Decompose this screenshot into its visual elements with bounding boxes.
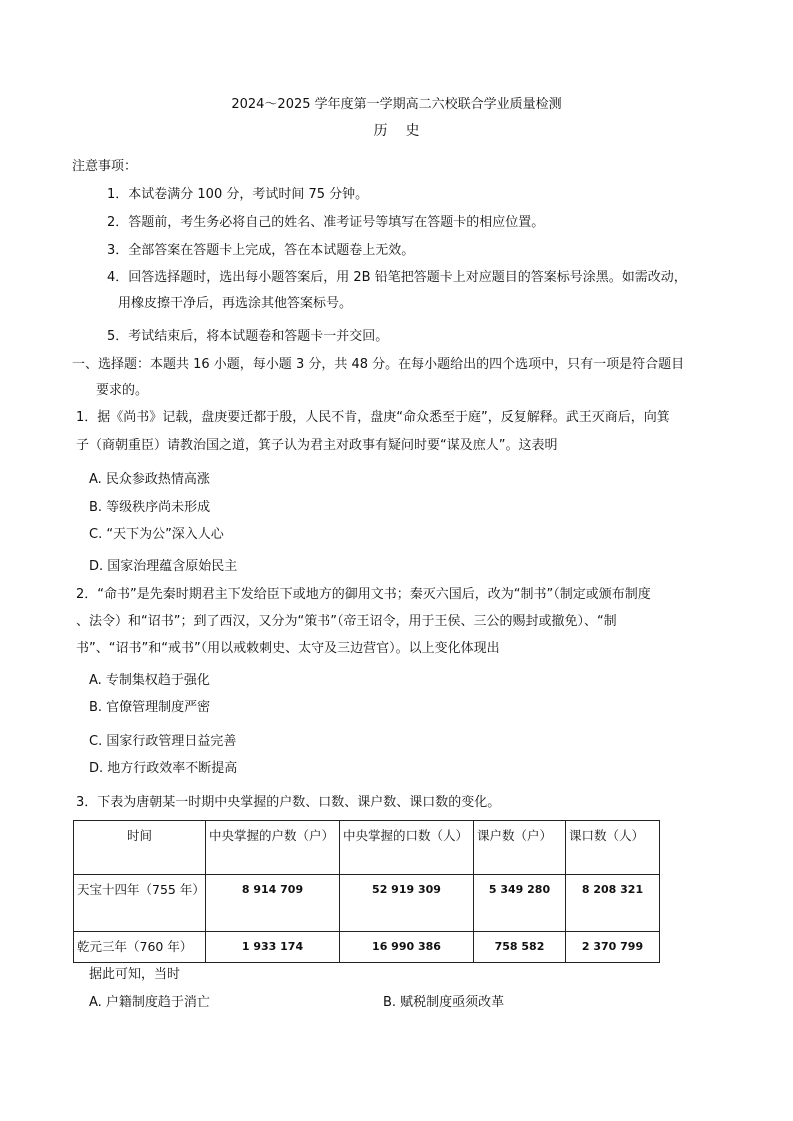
notice-item: 4．回答选择题时，选出每小题答案后，用 2B 铅笔把答题卡上对应题目的答案标号涂黑。如需改动， xyxy=(107,270,687,285)
table-cell: 5 349 280 xyxy=(474,875,566,932)
subject-title: 历史 xyxy=(373,123,438,139)
question-followup: 据此可知，当时 xyxy=(89,967,181,982)
table-cell: 758 582 xyxy=(474,932,566,963)
question-stem: 2．“命书”是先秦时期君主下发给臣下或地方的御用文书；秦灭六国后，改为“制书”（制定或颁布制度 xyxy=(76,587,651,602)
option-d: D. 地方行政效率不断提高 xyxy=(89,761,238,776)
notice-heading: 注意事项： xyxy=(72,159,138,174)
notice-item: 1．本试卷满分 100 分，考试时间 75 分钟。 xyxy=(107,187,369,202)
table-header-cell: 中央掌握的口数（人） xyxy=(340,821,474,875)
question-stem: 子（商朝重臣）请教治国之道，箕子认为君主对政事有疑问时要“谋及庶人”。这表明 xyxy=(76,438,558,453)
option-d: D. 国家治理蕴含原始民主 xyxy=(89,559,238,574)
question-stem: 、法令）和“诏书”；到了西汉，又分为“策书”（帝王诏令，用于王侯、三公的赐封或撤免）、“制 xyxy=(76,614,617,629)
notice-item: 3．全部答案在答题卡上完成，答在本试题卷上无效。 xyxy=(107,243,415,258)
question-stem: 3．下表为唐朝某一时期中央掌握的户数、口数、课户数、课口数的变化。 xyxy=(76,795,501,810)
table-cell: 8 914 709 xyxy=(206,875,340,932)
notice-item: 用橡皮擦干净后，再选涂其他答案标号。 xyxy=(118,296,353,311)
option-a: A. 户籍制度趋于消亡 xyxy=(89,995,210,1010)
notice-item: 5．考试结束后，将本试题卷和答题卡一并交回。 xyxy=(107,329,389,344)
table-header-cell: 时间 xyxy=(74,821,206,875)
option-b: B. 等级秩序尚未形成 xyxy=(89,500,211,515)
table-cell: 2 370 799 xyxy=(566,932,660,963)
table-cell: 16 990 386 xyxy=(340,932,474,963)
data-table xyxy=(73,820,660,963)
table-cell: 52 919 309 xyxy=(340,875,474,932)
option-b: B. 赋税制度亟须改革 xyxy=(383,995,505,1010)
table-cell: 8 208 321 xyxy=(566,875,660,932)
option-c: C. “天下为公”深入人心 xyxy=(89,527,224,542)
table-header-cell: 课户数（户） xyxy=(474,821,566,875)
option-a: A. 专制集权趋于强化 xyxy=(89,673,210,688)
table-header-cell: 课口数（人） xyxy=(566,821,660,875)
notice-item: 2．答题前，考生务必将自己的姓名、准考证号等填写在答题卡的相应位置。 xyxy=(107,215,545,230)
question-stem: 书”、“诏书”和“戒书”（用以戒敕刺史、太守及三边营官）。以上变化体现出 xyxy=(76,641,500,656)
table-cell: 天宝十四年（755 年） xyxy=(74,875,206,932)
table-header-row xyxy=(74,821,660,875)
question-stem: 1．据《尚书》记载，盘庚要迁都于殷，人民不肯，盘庚“命众悉至于庭”，反复解释。武王灭商后，向箕 xyxy=(76,410,670,425)
table-row xyxy=(74,932,660,963)
table-row xyxy=(74,875,660,932)
exam-title: 2024～2025 学年度第一学期高二六校联合学业质量检测 xyxy=(231,97,562,112)
table-cell: 1 933 174 xyxy=(206,932,340,963)
option-c: C. 国家行政管理日益完善 xyxy=(89,734,237,749)
table-header-cell: 中央掌握的户数（户） xyxy=(206,821,340,875)
section-heading: 一、选择题：本题共 16 小题，每小题 3 分，共 48 分。在每小题给出的四个选项中，只有一项是符合题目 xyxy=(72,357,685,372)
table-cell: 乾元三年（760 年） xyxy=(74,932,206,963)
section-heading-cont: 要求的。 xyxy=(96,383,149,398)
option-b: B. 官僚管理制度严密 xyxy=(89,700,211,715)
option-a: A. 民众参政热情高涨 xyxy=(89,472,210,487)
